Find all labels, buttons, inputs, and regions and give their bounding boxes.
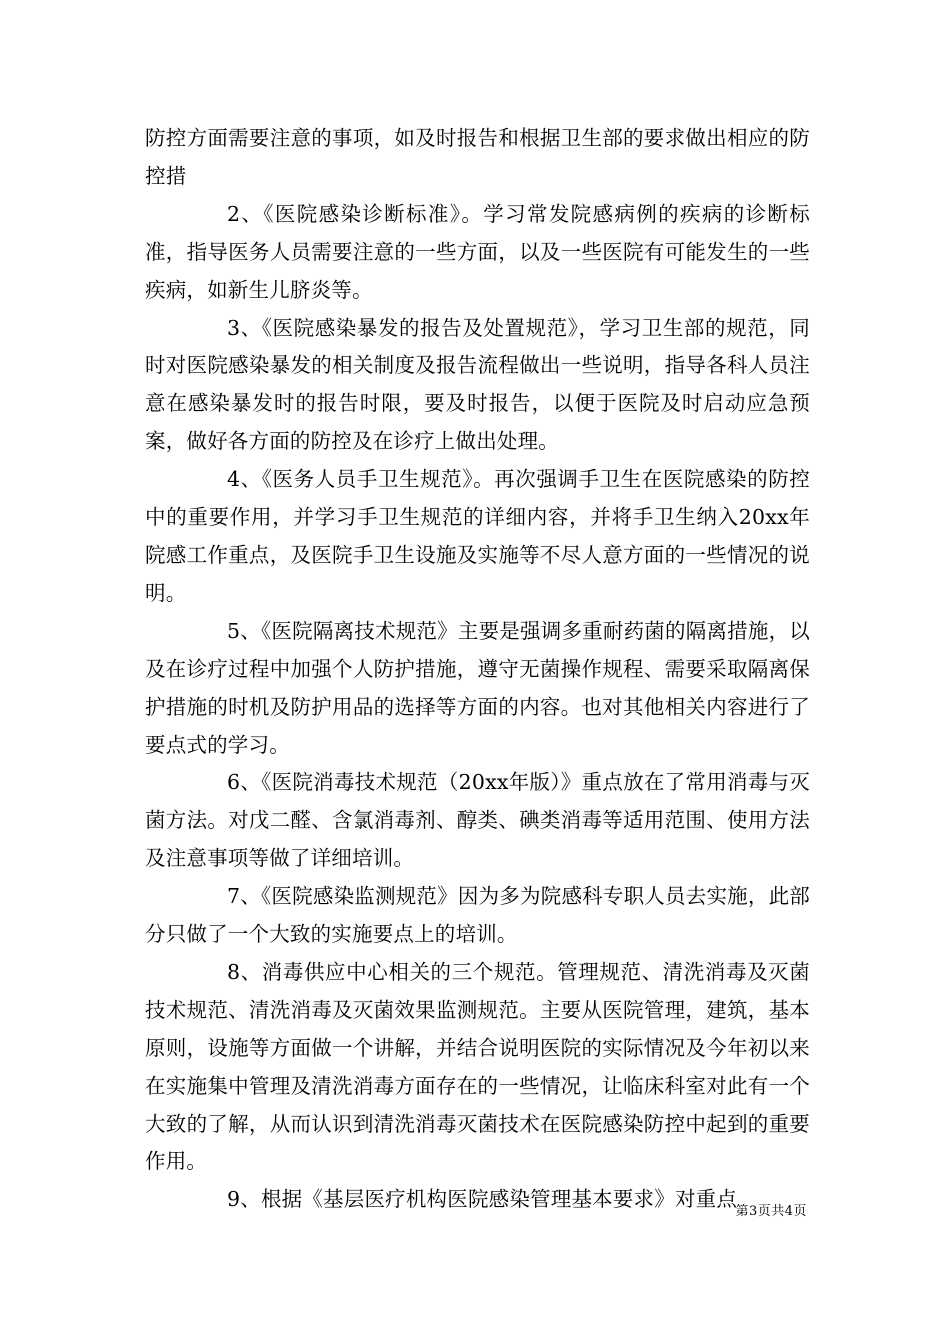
paragraph-item-2: 2、《医院感染诊断标准》。学习常发院感病例的疾病的诊断标准，指导医务人员需要注意的一些方面，以及一些医院有可能发生的一些疾病，如新生儿脐炎等。 xyxy=(145,201,810,302)
paragraph-item-6: 6、《医院消毒技术规范（20xx年版）》重点放在了常用消毒与灭菌方法。对戊二醛、含氯消毒剂、醇类、碘类消毒等适用范围、使用方法及注意事项等做了详细培训。 xyxy=(145,770,810,871)
document-body xyxy=(145,120,810,1219)
paragraph-item-4: 4、《医务人员手卫生规范》。再次强调手卫生在医院感染的防控中的重要作用，并学习手卫生规范的详细内容，并将手卫生纳入20xx年院感工作重点，及医院手卫生设施及实施等不尽人意方面的一些情况的说明。 xyxy=(145,467,810,605)
paragraph-item-7: 7、《医院感染监测规范》因为多为院感科专职人员去实施，此部分只做了一个大致的实施要点上的培训。 xyxy=(145,884,810,947)
paragraph-item-9: 9、根据《基层医疗机构医院感染管理基本要求》对重点 xyxy=(227,1187,738,1212)
paragraph-item-3: 3、《医院感染暴发的报告及处置规范》，学习卫生部的规范，同时对医院感染暴发的相关制度及报告流程做出一些说明，指导各科人员注意在感染暴发时的报告时限，要及时报告，以便于医院及时启动应急预案，做好各方面的防控及在诊疗上做出处理。 xyxy=(145,315,810,454)
paragraph-item-5: 5、《医院隔离技术规范》主要是强调多重耐药菌的隔离措施，以及在诊疗过程中加强个人防护措施，遵守无菌操作规程、需要采取隔离保护措施的时机及防护用品的选择等方面的内容。也对其他相关内容进行了要点式的学习。 xyxy=(145,618,810,757)
paragraph-continuation: 防控方面需要注意的事项，如及时报告和根据卫生部的要求做出相应的防控措 xyxy=(145,126,810,188)
page-number-footer: 第3页共4页 xyxy=(735,1204,807,1219)
paragraph-item-8: 8、消毒供应中心相关的三个规范。管理规范、清洗消毒及灭菌技术规范、清洗消毒及灭菌效果监测规范。主要从医院管理，建筑，基本原则，设施等方面做一个讲解，并结合说明医院的实际情况及今年初以来在实施集中管理及清洗消毒方面存在的一些情况，让临床科室对此有一个大致的了解，从而认识到清洗消毒灭菌技术在医院感染防控中起到的重要作用。 xyxy=(145,959,810,1174)
